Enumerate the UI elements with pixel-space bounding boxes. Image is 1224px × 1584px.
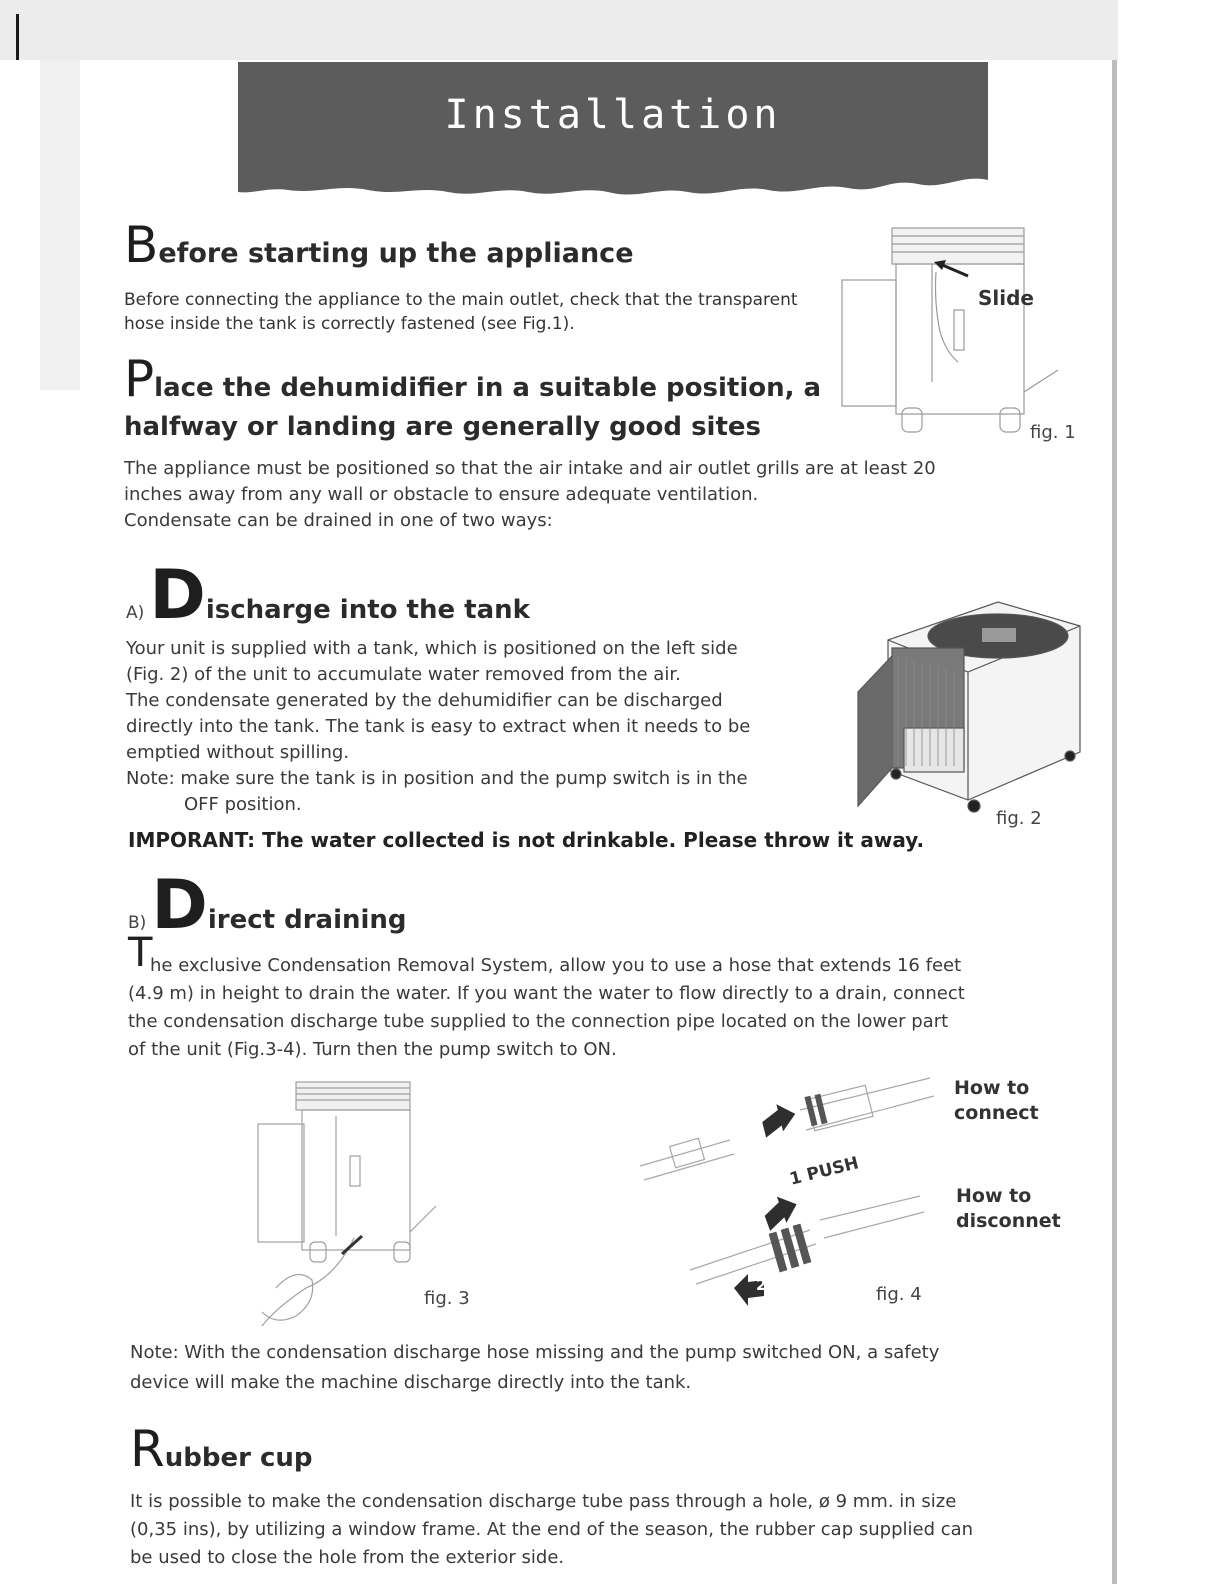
section-heading: ubber cup [164, 1443, 313, 1473]
fig4-connect-label [954, 1076, 1039, 1126]
text-line: of the unit (Fig.3-4). Turn then the pump switch to ON. [128, 1039, 617, 1060]
text-line: Note: With the condensation discharge hose missing and the pump switched ON, a safety [130, 1342, 940, 1363]
drop-cap: D [149, 556, 206, 635]
text-line: It is possible to make the condensation discharge tube pass through a hole, ø 9 mm. in size [130, 1491, 957, 1512]
fig4-illustration [630, 1070, 946, 1310]
scan-left-shadow [40, 60, 80, 390]
text-line: disconnet [956, 1210, 1061, 1232]
text-line: The appliance must be positioned so that the air intake and air outlet grills are at least 20 [124, 458, 936, 479]
text-line: hose inside the tank is correctly fastened (see Fig.1). [124, 314, 575, 334]
fig1-illustration [836, 222, 1066, 442]
text-line: Note: make sure the tank is in position and the pump switch is in the [126, 768, 748, 789]
text-line: (Fig. 2) of the unit to accumulate water removed from the air. [126, 664, 681, 685]
scan-page-edge [1112, 60, 1117, 1584]
section-heading: lace the dehumidifier in a suitable position, a [154, 373, 822, 403]
text-line: (4.9 m) in height to drain the water. If you want the water to flow directly to a drain, connect [128, 983, 965, 1004]
text-line: directly into the tank. The tank is easy to extract when it needs to be [126, 716, 751, 737]
section-place-heading-line2: halfway or landing are generally good sites [124, 412, 761, 442]
text-line: the condensation discharge tube supplied to the connection pipe located on the lower part [128, 1011, 949, 1032]
section-letter: A) [126, 603, 145, 623]
fig1-slide-label: Slide [978, 286, 1034, 310]
text-line: he exclusive Condensation Removal System, allow you to use a hose that extends 16 feet [150, 955, 962, 976]
text-line: connect [954, 1102, 1039, 1124]
section-before-body [124, 288, 798, 336]
text-line: inches away from any wall or obstacle to ensure adequate ventilation. [124, 484, 759, 505]
section-heading: irect draining [207, 905, 407, 935]
fig3-illustration [236, 1076, 450, 1348]
text-line: emptied without spilling. [126, 742, 350, 763]
fig2-caption: fig. 2 [996, 808, 1042, 829]
text-line: OFF position. [184, 794, 302, 815]
drop-cap: B [124, 216, 159, 274]
section-heading: ischarge into the tank [205, 595, 530, 625]
fig1-caption: fig. 1 [1030, 422, 1076, 443]
fig4-caption: fig. 4 [876, 1284, 922, 1305]
drop-cap: T [128, 930, 153, 976]
direct-note [130, 1338, 939, 1398]
section-heading: efore starting up the appliance [158, 238, 634, 269]
section-discharge-heading [126, 556, 530, 635]
text-line: The condensate generated by the dehumidifier can be discharged [126, 690, 723, 711]
text-line: (0,35 ins), by utilizing a window frame. At the end of the season, the rubber cap supplied can [130, 1519, 974, 1540]
page-title: Installation [444, 92, 782, 138]
fig4-push-label: 1 PUSH [787, 1153, 861, 1190]
drop-cap: D [151, 866, 208, 945]
text-line: How to [956, 1185, 1032, 1207]
section-before-heading [124, 216, 634, 274]
section-direct-body [128, 930, 965, 1064]
scan-mark [16, 14, 19, 60]
important-warning: IMPORANT: The water collected is not drinkable. Please throw it away. [128, 828, 925, 852]
scan-top-edge [0, 0, 1118, 60]
section-discharge-body [126, 636, 750, 818]
section-letter: B) [128, 913, 147, 933]
text-line: Before connecting the appliance to the main outlet, check that the transparent [124, 290, 798, 310]
scan-right-margin [1118, 0, 1224, 1584]
text-line: Your unit is supplied with a tank, which is positioned on the left side [126, 638, 738, 659]
text-line: be used to close the hole from the exterior side. [130, 1547, 565, 1568]
fig4-step2-label: 2 [756, 1276, 767, 1294]
drop-cap: R [130, 1420, 165, 1478]
drop-cap: P [124, 350, 155, 408]
text-line: Condensate can be drained in one of two ways: [124, 510, 553, 531]
section-rubber-body [130, 1488, 973, 1572]
section-place-heading [124, 350, 821, 408]
fig3-caption: fig. 3 [424, 1288, 470, 1309]
text-line: How to [954, 1077, 1030, 1099]
fig4-disconnect-label [956, 1184, 1061, 1234]
section-place-body [124, 456, 936, 534]
text-line: device will make the machine discharge directly into the tank. [130, 1372, 692, 1393]
section-direct-heading [128, 866, 407, 945]
section-rubber-heading [130, 1420, 313, 1478]
fig2-illustration [848, 596, 1084, 822]
